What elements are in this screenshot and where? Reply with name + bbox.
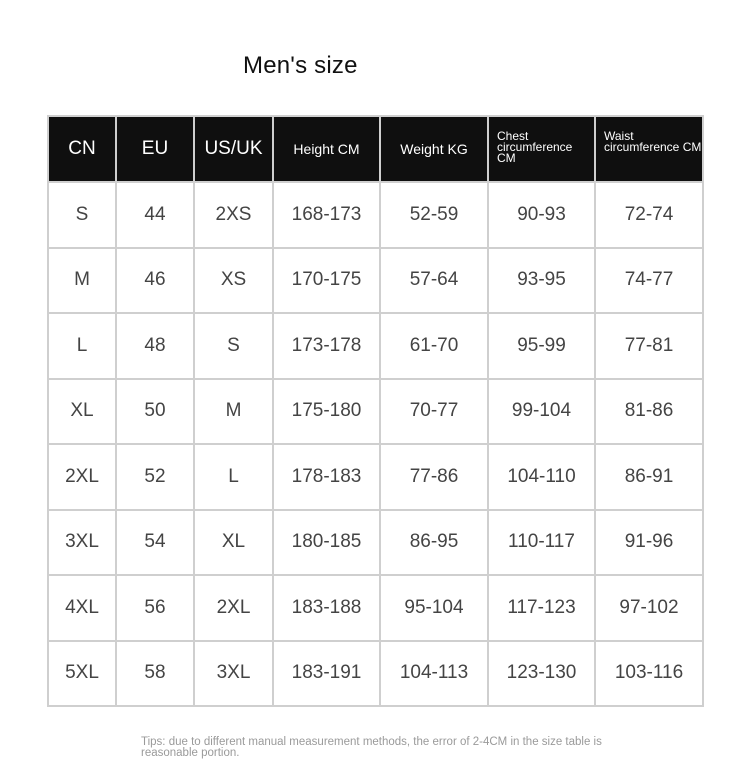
cell-chest: 117-123	[488, 575, 595, 641]
cell-weight: 57-64	[380, 248, 488, 314]
cell-chest: 123-130	[488, 641, 595, 707]
cell-cn: XL	[48, 379, 116, 445]
header-row	[48, 116, 703, 182]
cell-eu: 50	[116, 379, 194, 445]
size-table-header	[48, 116, 703, 182]
cell-eu: 44	[116, 182, 194, 248]
cell-waist: 97-102	[595, 575, 703, 641]
cell-weight: 95-104	[380, 575, 488, 641]
cell-height: 173-178	[273, 313, 380, 379]
cell-chest: 104-110	[488, 444, 595, 510]
table-row	[48, 182, 703, 248]
header-us-uk: US/UK	[194, 116, 273, 182]
cell-eu: 54	[116, 510, 194, 576]
cell-us-uk: XS	[194, 248, 273, 314]
cell-us-uk: M	[194, 379, 273, 445]
table-row	[48, 510, 703, 576]
cell-eu: 46	[116, 248, 194, 314]
cell-chest: 90-93	[488, 182, 595, 248]
header-waist: Waist circumference CM	[595, 116, 703, 182]
page-title: Men's size	[243, 52, 358, 79]
table-row	[48, 641, 703, 707]
cell-eu: 48	[116, 313, 194, 379]
size-table-body	[48, 182, 703, 706]
cell-us-uk: 2XL	[194, 575, 273, 641]
cell-chest: 110-117	[488, 510, 595, 576]
cell-chest: 93-95	[488, 248, 595, 314]
cell-cn: S	[48, 182, 116, 248]
table-row	[48, 313, 703, 379]
cell-weight: 104-113	[380, 641, 488, 707]
table-row	[48, 248, 703, 314]
cell-chest: 95-99	[488, 313, 595, 379]
cell-weight: 77-86	[380, 444, 488, 510]
cell-height: 168-173	[273, 182, 380, 248]
cell-cn: 3XL	[48, 510, 116, 576]
cell-height: 183-191	[273, 641, 380, 707]
cell-cn: 2XL	[48, 444, 116, 510]
cell-eu: 56	[116, 575, 194, 641]
header-chest: Chest circumference CM	[488, 116, 595, 182]
cell-waist: 81-86	[595, 379, 703, 445]
cell-waist: 103-116	[595, 641, 703, 707]
cell-eu: 52	[116, 444, 194, 510]
cell-waist: 74-77	[595, 248, 703, 314]
cell-waist: 91-96	[595, 510, 703, 576]
cell-eu: 58	[116, 641, 194, 707]
cell-height: 178-183	[273, 444, 380, 510]
cell-us-uk: 2XS	[194, 182, 273, 248]
cell-chest: 99-104	[488, 379, 595, 445]
table-row	[48, 575, 703, 641]
cell-weight: 61-70	[380, 313, 488, 379]
header-eu: EU	[116, 116, 194, 182]
cell-height: 170-175	[273, 248, 380, 314]
cell-us-uk: 3XL	[194, 641, 273, 707]
cell-us-uk: L	[194, 444, 273, 510]
cell-waist: 72-74	[595, 182, 703, 248]
cell-waist: 86-91	[595, 444, 703, 510]
cell-cn: 4XL	[48, 575, 116, 641]
header-weight: Weight KG	[380, 116, 488, 182]
size-table	[47, 115, 704, 707]
cell-weight: 86-95	[380, 510, 488, 576]
cell-waist: 77-81	[595, 313, 703, 379]
header-height: Height CM	[273, 116, 380, 182]
header-cn: CN	[48, 116, 116, 182]
cell-height: 175-180	[273, 379, 380, 445]
cell-weight: 70-77	[380, 379, 488, 445]
cell-height: 183-188	[273, 575, 380, 641]
cell-cn: 5XL	[48, 641, 116, 707]
tips-note: Tips: due to different manual measurement methods, the error of 2-4CM in the size table is reasonable portion.	[141, 736, 602, 759]
table-row	[48, 379, 703, 445]
table-row	[48, 444, 703, 510]
cell-us-uk: XL	[194, 510, 273, 576]
cell-cn: M	[48, 248, 116, 314]
cell-weight: 52-59	[380, 182, 488, 248]
cell-height: 180-185	[273, 510, 380, 576]
cell-cn: L	[48, 313, 116, 379]
cell-us-uk: S	[194, 313, 273, 379]
